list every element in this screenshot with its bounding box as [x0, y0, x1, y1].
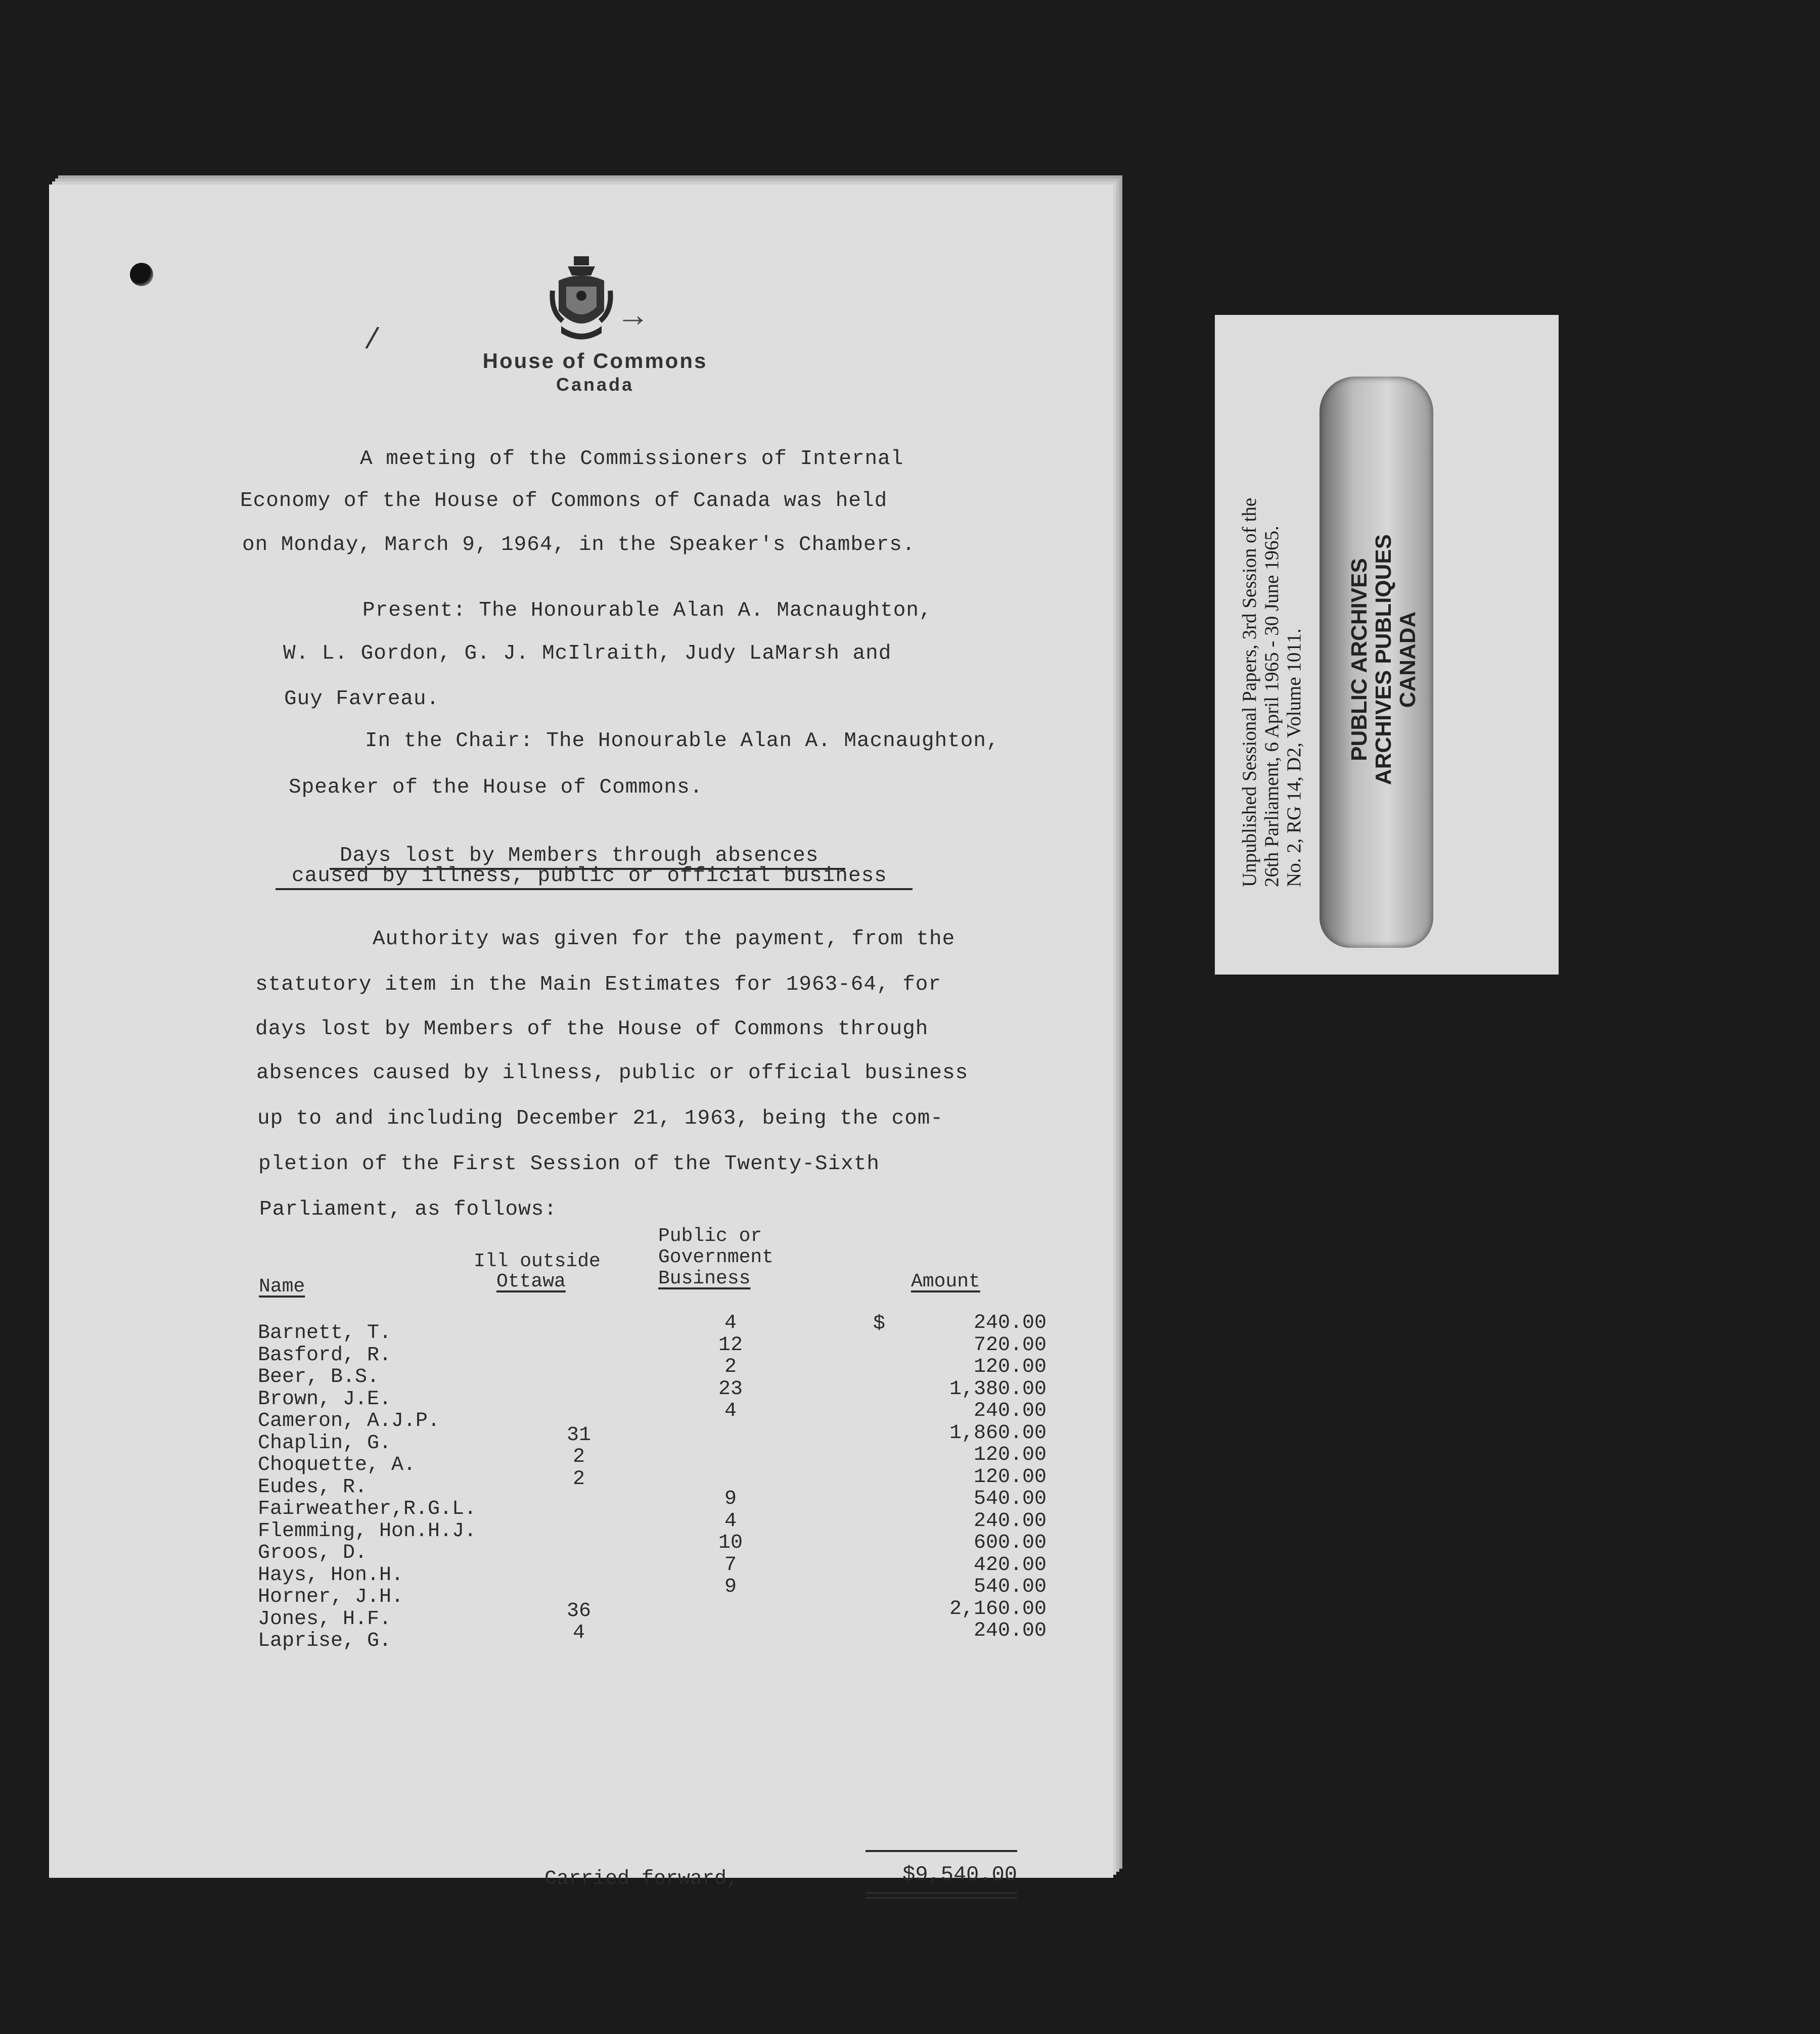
member-name: Eudes, R. — [258, 1475, 368, 1499]
member-name: Chaplin, G. — [258, 1431, 392, 1455]
carried-forward-label: Carried forward, — [544, 1868, 739, 1890]
member-name: Horner, J.H. — [258, 1586, 404, 1608]
public-business-days: 7 — [724, 1553, 737, 1577]
member-name: Barnett, T. — [258, 1322, 392, 1345]
member-name: Basford, R. — [258, 1344, 392, 1367]
amount-value: 2,160.00 — [949, 1597, 1046, 1621]
public-business-days: 2 — [724, 1356, 737, 1378]
public-business-days: 9 — [724, 1488, 737, 1510]
amount-value: 120.00 — [973, 1465, 1046, 1489]
authority-line-1: Authority was given for the payment, from the — [373, 928, 956, 951]
institution-subtitle: Canada — [556, 374, 634, 395]
archive-reference-text — [1239, 498, 1305, 887]
ill-outside-days: 4 — [572, 1622, 585, 1644]
present-line-1: Present: The Honourable Alan A. Macnaughton, — [362, 599, 932, 622]
archive-line-2: 26th Parliament, 6 April 1965 - 30 June 1965. — [1261, 526, 1283, 887]
member-name: Jones, H.F. — [258, 1607, 392, 1631]
ill-outside-days: 31 — [566, 1423, 591, 1447]
amount-value: 240.00 — [973, 1400, 1046, 1422]
archive-line-1: Unpublished Sessional Papers, 3rd Session of the — [1239, 497, 1260, 887]
present-line-2: W. L. Gordon, G. J. McIlraith, Judy LaMarsh and — [283, 642, 892, 665]
intro-line-3: on Monday, March 9, 1964, in the Speaker's Chambers. — [242, 533, 916, 557]
total-double-rule-2 — [866, 1897, 1017, 1899]
column-header-ill-line-1: Ill outside — [474, 1251, 601, 1272]
punch-hole — [130, 263, 153, 286]
public-business-days: 23 — [718, 1377, 743, 1401]
stamp-line-1: PUBLIC ARCHIVES — [1347, 558, 1372, 761]
column-header-public-line-2: Government — [658, 1246, 774, 1268]
column-header-ill-line-2: Ottawa — [496, 1271, 566, 1292]
public-business-days: 4 — [724, 1312, 737, 1334]
member-name: Brown, J.E. — [258, 1388, 392, 1411]
total-rule-top — [866, 1850, 1017, 1852]
pen-tick-mark: / — [364, 320, 381, 355]
member-name: Cameron, A.J.P. — [258, 1410, 440, 1432]
member-name: Choquette, A. — [258, 1454, 416, 1476]
intro-line-1: A meeting of the Commissioners of Internal — [360, 447, 904, 471]
authority-line-3: days lost by Members of the House of Commons through — [255, 1018, 929, 1041]
authority-line-2: statutory item in the Main Estimates for 1963-64, for — [255, 973, 942, 996]
authority-line-5: up to and including December 21, 1963, being the com- — [257, 1107, 944, 1130]
archive-line-3: No. 2, RG 14, D2, Volume 1011. — [1283, 628, 1305, 887]
chair-line-1: In the Chair: The Honourable Alan A. Macnaughton, — [365, 729, 999, 753]
intro-line-2: Economy of the House of Commons of Canada was held — [240, 489, 888, 513]
amount-value: 120.00 — [973, 1444, 1046, 1466]
member-name: Flemming, Hon.H.J. — [258, 1519, 477, 1543]
column-header-name: Name — [259, 1276, 305, 1298]
heading-underline-2 — [276, 888, 913, 890]
amount-value: 120.00 — [973, 1356, 1046, 1378]
member-name: Beer, B.S. — [258, 1366, 380, 1389]
section-heading-line-2: caused by illness, public or official business — [292, 864, 887, 888]
section-heading-line-1: Days lost by Members through absences — [340, 844, 819, 867]
members-table — [258, 1312, 1092, 1652]
carried-forward-total: $9,540.00 — [902, 1863, 1017, 1887]
archive-stamp-label — [1347, 478, 1420, 842]
column-header-public-line-1: Public or — [658, 1225, 762, 1247]
public-business-days: 4 — [724, 1509, 737, 1533]
total-double-rule-1 — [866, 1892, 1017, 1894]
table-row — [258, 1620, 1092, 1652]
amount-value: 420.00 — [973, 1553, 1046, 1577]
pen-arrow-mark: → — [623, 298, 643, 336]
member-name: Hays, Hon.H. — [258, 1563, 404, 1587]
coat-of-arms-icon — [549, 255, 614, 344]
amount-value: 240.00 — [973, 1509, 1046, 1533]
public-business-days: 12 — [718, 1333, 743, 1357]
stamp-line-3: CANADA — [1395, 611, 1420, 708]
amount-value: 720.00 — [973, 1333, 1046, 1357]
currency-symbol: $ — [873, 1313, 886, 1335]
public-business-days: 9 — [724, 1576, 737, 1598]
authority-line-4: absences caused by illness, public or official business — [256, 1061, 969, 1085]
document-page — [49, 184, 1113, 1890]
amount-value: 540.00 — [973, 1576, 1046, 1598]
amount-value: 540.00 — [973, 1488, 1046, 1510]
amount-value: 240.00 — [973, 1620, 1046, 1642]
amount-value: 1,860.00 — [949, 1421, 1046, 1445]
stamp-line-2: ARCHIVES PUBLIQUES — [1371, 534, 1396, 785]
chair-line-2: Speaker of the House of Commons. — [289, 776, 703, 799]
column-header-public-line-3: Business — [658, 1268, 751, 1289]
authority-line-6: pletion of the First Session of the Twenty-Sixth — [258, 1152, 880, 1176]
amount-value: 1,380.00 — [949, 1377, 1046, 1401]
present-line-3: Guy Favreau. — [284, 687, 440, 711]
public-business-days: 10 — [718, 1532, 743, 1554]
amount-value: 600.00 — [973, 1532, 1046, 1554]
authority-line-7: Parliament, as follows: — [259, 1198, 557, 1221]
column-header-amount: Amount — [911, 1271, 980, 1292]
ill-outside-days: 2 — [572, 1446, 585, 1468]
member-name: Laprise, G. — [258, 1630, 392, 1652]
public-business-days: 4 — [724, 1400, 737, 1422]
member-name: Groos, D. — [258, 1542, 368, 1564]
ill-outside-days: 36 — [566, 1599, 591, 1623]
ill-outside-days: 2 — [572, 1467, 585, 1491]
member-name: Fairweather,R.G.L. — [258, 1498, 477, 1520]
amount-value: 240.00 — [973, 1312, 1046, 1334]
institution-title: House of Commons — [482, 349, 708, 373]
